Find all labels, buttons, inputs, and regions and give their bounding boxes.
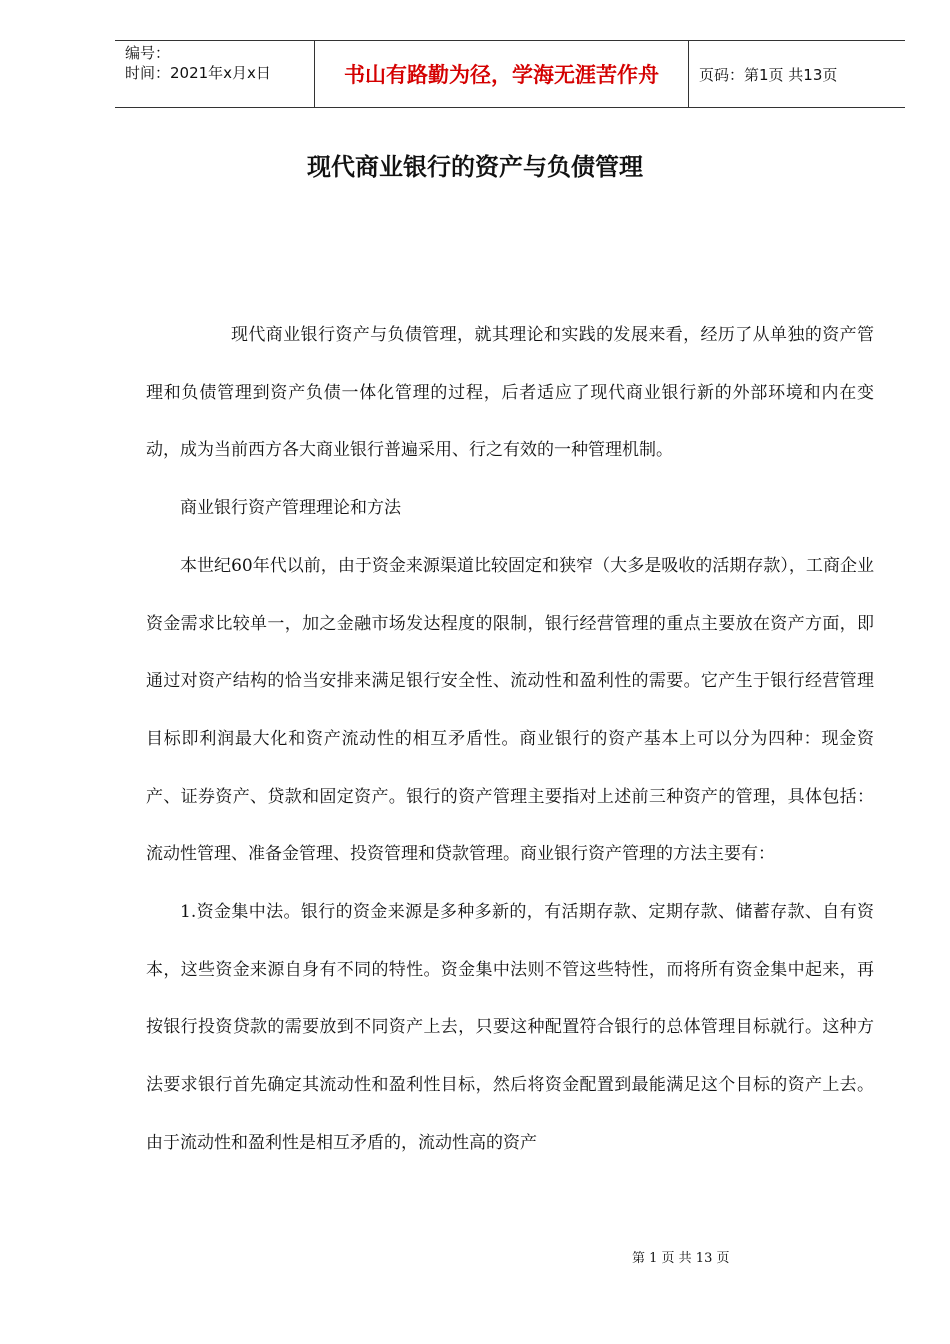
time-label: 时间：2021年x月x日 bbox=[125, 64, 271, 82]
document-title: 现代商业银行的资产与负债管理 bbox=[307, 153, 643, 181]
paragraph-fund-pooling: 1.资金集中法。银行的资金来源是多种多新的，有活期存款、定期存款、储蓄存款、自有资本，这些资金来源自身有不同的特性。资金集中法则不管这些特性，而将所有资金集中起来，再按银行投资贷款的需要放到不同资产上去，只要这种配置符合银行的总体管理目标就行。这种方法要求银行首先确定其流动性和盈利性目标，然后将资金配置到最能满足这个目标的资产上去。由于流动性和盈利性是相互矛盾的，流动性高的资产 bbox=[146, 902, 874, 1153]
page-header bbox=[115, 40, 905, 108]
header-motto: 书山有路勤为径，学海无涯苦作舟 bbox=[315, 41, 689, 107]
document-body bbox=[146, 307, 874, 1173]
paragraph-asset-management: 本世纪60年代以前，由于资金来源渠道比较固定和狭窄（大多是吸收的活期存款），工商企业资金需求比较单一，加之金融市场发达程度的限制，银行经营管理的重点主要放在资产方面，即通过对资产结构的恰当安排来满足银行安全性、流动性和盈利性的需要。它产生于银行经营管理目标即利润最大化和资产流动性的相互矛盾性。商业银行的资产基本上可以分为四种：现金资产、证券资产、贷款和固定资产。银行的资产管理主要指对上述前三种资产的管理，具体包括：流动性管理、准备金管理、投资管理和贷款管理。商业银行资产管理的方法主要有： bbox=[146, 555, 874, 865]
paragraph-intro: 现代商业银行资产与负债管理，就其理论和实践的发展来看，经历了从单独的资产管理和负债管理到资产负债一体化管理的过程，后者适应了现代商业银行新的外部环境和内在变动，成为当前西方各大商业银行普遍采用、行之有效的一种管理机制。 bbox=[146, 325, 874, 461]
paragraph-heading: 商业银行资产管理理论和方法 bbox=[180, 498, 401, 519]
header-page-info: 页码：第1页 共13页 bbox=[699, 65, 838, 84]
number-label: 编号： bbox=[125, 44, 171, 62]
page-footer: 第 1 页 共 13 页 bbox=[632, 1251, 730, 1266]
header-meta bbox=[115, 41, 315, 107]
